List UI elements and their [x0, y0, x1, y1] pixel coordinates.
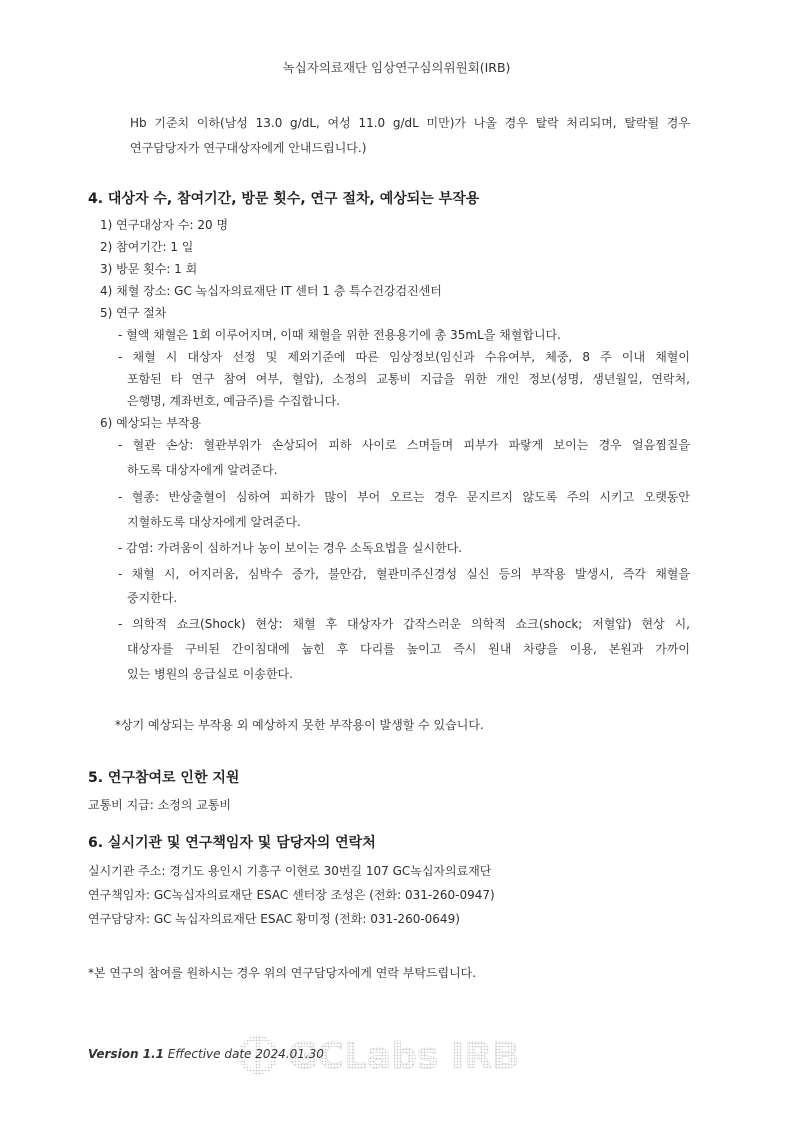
side-effect-line-8: - 의학적 쇼크(Shock) 현상: 채혈 후 대상자가 갑작스러운 의학적 쇼크(shock; 저혈압) 현상 시, [118, 617, 690, 631]
section-5-text: 교통비 지급: 소정의 교통비 [88, 798, 231, 812]
side-effect-line-4: 지혈하도록 대상자에게 알려준다. [127, 515, 301, 529]
side-effect-line-2: 하도록 대상자에게 알려준다. [127, 463, 278, 477]
procedure-line-2: - 채혈 시 대상자 선정 및 제외기준에 따른 임상정보(임신과 수유여부, 체중, 8 주 이내 채혈이 [118, 350, 690, 364]
version-label: Version 1.1 [88, 1047, 164, 1061]
side-effect-line-10: 있는 병원의 응급실로 이송한다. [127, 667, 293, 681]
side-effect-note: *상기 예상되는 부작용 외 예상하지 못한 부작용이 발생할 수 있습니다. [115, 718, 484, 732]
procedure-line-3: 포함된 타 연구 참여 여부, 혈압), 소정의 교통비 지급을 위한 개인 정보(성명, 생년월일, 연락처, [127, 372, 690, 386]
effective-date: Effective date 2024.01.30 [167, 1047, 324, 1061]
side-effects-title: 6) 예상되는 부작용 [100, 416, 202, 430]
intro-line-2: 연구담당자가 연구대상자에게 안내드립니다.) [130, 141, 367, 155]
section-5-title: 5. 연구참여로 인한 지원 [88, 770, 240, 786]
procedure-line-1: - 혈액 채혈은 1회 이루어지며, 이때 채혈을 위한 전용용기에 총 35mL을 채혈합니다. [118, 328, 561, 342]
side-effect-line-1: - 혈관 손상: 혈관부위가 손상되어 피하 사이로 스며들며 피부가 파랗게 보이는 경우 얼음찜질을 [118, 438, 690, 452]
side-effect-line-7: 중지한다. [127, 591, 178, 605]
item-location: 4) 채혈 장소: GC 녹십자의료재단 IT 센터 1 층 특수건강검진센터 [100, 284, 442, 298]
contact-coordinator: 연구담당자: GC 녹십자의료재단 ESAC 황미정 (전화: 031-260-0649) [88, 912, 460, 926]
item-period: 2) 참여기간: 1 일 [100, 240, 194, 254]
intro-line-1: Hb 기준치 이하(남성 13.0 g/dL, 여성 11.0 g/dL 미만)가 나올 경우 탈락 처리되며, 탈락될 경우 [130, 116, 690, 130]
item-subjects: 1) 연구대상자 수: 20 명 [100, 218, 229, 232]
side-effect-line-6: - 채혈 시, 어지러움, 심박수 증가, 불안감, 혈관미주신경성 실신 등의 부작용 발생시, 즉각 채혈을 [118, 567, 690, 581]
page-header: 녹십자의료재단 임상연구심의위원회(IRB) [282, 60, 511, 75]
item-procedure: 5) 연구 절차 [100, 306, 167, 320]
side-effect-line-3: - 혈종: 반상출혈이 심하여 피하가 많이 부어 오르는 경우 문지르지 않도록 주의 시키고 오랫동안 [118, 490, 690, 504]
side-effect-line-9: 대상자를 구비된 간이침대에 눕힌 후 다리를 높이고 즉시 원내 차량을 이용, 본원과 가까이 [127, 642, 690, 656]
section-4-title: 4. 대상자 수, 참여기간, 방문 횟수, 연구 절차, 예상되는 부작용 [88, 191, 480, 207]
closing-note: *본 연구의 참여를 원하시는 경우 위의 연구담당자에게 연락 부탁드립니다. [88, 966, 477, 980]
side-effect-line-5: - 감염: 가려움이 심하거나 농이 보이는 경우 소독요법을 실시한다. [118, 541, 463, 555]
procedure-line-4: 은행명, 계좌번호, 예금주)를 수집합니다. [127, 394, 341, 408]
section-6-title: 6. 실시기관 및 연구책임자 및 담당자의 연락처 [88, 835, 376, 851]
version-footer [88, 1047, 324, 1061]
contact-pi: 연구책임자: GC녹십자의료재단 ESAC 센터장 조성은 (전화: 031-260-0947) [88, 888, 495, 902]
item-visits: 3) 방문 횟수: 1 회 [100, 262, 198, 276]
watermark-text: GCLabs IRB [288, 1036, 520, 1077]
contact-address: 실시기관 주소: 경기도 용인시 기흥구 이현로 30번길 107 GC녹십자의료재단 [88, 864, 492, 878]
